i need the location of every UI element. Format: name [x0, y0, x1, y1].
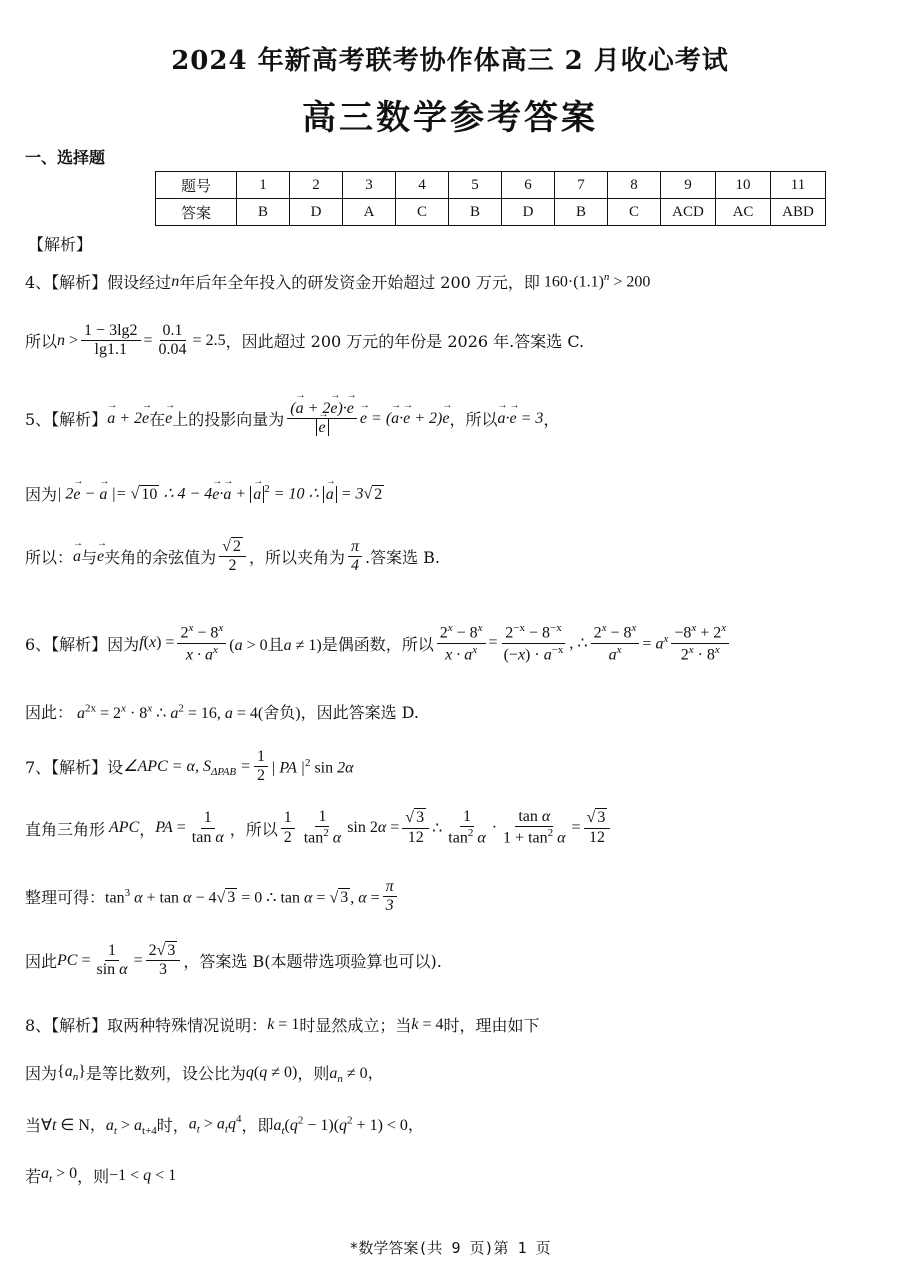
table-cell: 11: [771, 172, 826, 199]
table-header: 答案: [156, 199, 237, 226]
fraction: $\frac{-8^x + 2^x}{2^x \cdot 8^x}$: [671, 622, 729, 664]
text: 与: [81, 548, 98, 568]
text: 因为: [25, 1064, 58, 1084]
fraction: $\frac{√ 3}{12}$: [402, 809, 429, 847]
fraction: $\frac{2√ 3}{3}$: [146, 942, 181, 980]
text: ，则: [77, 1167, 110, 1186]
text: ，因此超过 200 万元的年份是 2026 年.答案选 C.: [225, 332, 585, 352]
fraction: $\frac{\text{tan α}}{1 + \tan^2 \alpha}$: [503, 808, 566, 847]
fraction: $\frac{2^{-x} - 8^{-x}}{(-x) \cdot a^{-x}}$: [503, 622, 564, 664]
q7-line-2: 直角三角形 APC ， PA = $\frac{1}{\text{tan α}}$ ，所以 $\frac{1}{2}$ $\frac{1}{\tan^2 \alpha}$ sin 2α = $\frac{√ 3}{12}$ ∴ $\frac{1}{\tan^2 \alpha}$ · $\frac{\text{tan α}}{1 + \tan^2 \alpha}$ = $\frac{√ 3}{12}$: [25, 808, 613, 848]
text: ，即: [241, 1116, 274, 1136]
fraction: $\frac{0.1}{0.04}$: [158, 322, 187, 359]
text: 4、【解析】假设经过: [25, 273, 172, 292]
table-cell: 4: [396, 172, 449, 199]
text: 上的投影向量为: [172, 410, 285, 430]
text: 所以: [25, 332, 58, 352]
fraction: $\frac{1 - 3\lg 2}{\lg 1.1}$: [81, 322, 140, 360]
text: 5、【解析】: [25, 410, 108, 430]
text: 若: [25, 1167, 42, 1186]
table-header: 题号: [156, 172, 237, 199]
table-cell: D: [502, 199, 555, 226]
q8-line-2: 因为 $\{a_n\}$ 是等比数列，设公比为 q(q ≠ 0) ，则 $a_n \ne 0$，: [25, 1062, 384, 1086]
q7-line-1: 7、【解析】设 ∠APC = α, $S_{\Delta PAB}$ = $\frac{1}{2}$ | PA $|^2$ sin 2α: [25, 748, 354, 785]
text: .答案选 B.: [364, 548, 440, 568]
fraction: (→ a + 2→ e)·→ e → e: [287, 400, 357, 438]
text: ，因此答案选 D.: [300, 703, 419, 722]
analysis-label: 【解析】: [28, 235, 93, 254]
q7-line-3: 整理可得： $\tan^3 \alpha + \tan \alpha - 4√$ 3 = 0 ∴ tan α = √ 3 , α = $\frac{\pi}{3}$: [25, 878, 400, 916]
text: 8、【解析】取两种特殊情况说明：: [25, 1016, 268, 1035]
text: 直角三角形: [25, 819, 106, 839]
table-cell: C: [608, 199, 661, 226]
fraction: $\frac{\pi}{3}$: [383, 878, 397, 916]
text: 因此：: [25, 703, 74, 722]
fraction: $\frac{1}{\tan^2 \alpha}$: [448, 808, 486, 847]
fraction: $\frac{2^x - 8^x}{x \cdot a^x}$: [437, 622, 486, 664]
text: 年后年全年投入的研发资金开始超过 200 万元，即: [179, 273, 540, 292]
formula: $160\cdot(1.1)^n > 200$: [539, 271, 651, 291]
answer-table: [155, 171, 826, 226]
answer-row: [156, 199, 826, 226]
table-cell: 7: [555, 172, 608, 199]
fraction: $\frac{1}{\tan^2 \alpha}$: [303, 808, 342, 847]
fraction: $\frac{\pi}{4}$: [348, 538, 362, 576]
table-cell: D: [290, 199, 343, 226]
table-cell: 8: [608, 172, 661, 199]
table-cell: B: [555, 199, 608, 226]
text: 整理可得：: [25, 888, 106, 908]
text: 时，理由如下: [443, 1016, 540, 1035]
table-cell: A: [343, 199, 396, 226]
table-cell: B: [449, 199, 502, 226]
q8-line-1: 8、【解析】取两种特殊情况说明： k = 1 时显然成立；当 k = 4 时，理由如下: [25, 1013, 540, 1036]
table-cell: 10: [716, 172, 771, 199]
q5-line-1: 5、【解析】 → a + 2→ e 在 → e 上的投影向量为 (→ a + 2→ e)·→ e → e → e = (→ a·→ e + 2)→ e ，所以 → a·→ e = 3 ，: [25, 400, 559, 438]
text: 6、【解析】因为: [25, 634, 140, 654]
text: 所以：: [25, 548, 74, 568]
page-footer: *数学答案(共 9 页)第 1 页: [349, 1239, 551, 1257]
table-cell: 5: [449, 172, 502, 199]
q6-line-1: 6、【解析】因为 f ( x ) = $\frac{2^x - 8^x}{x \cdot a^x}$ (a > 0且a ≠ 1) 是偶函数，所以 $\frac{2^x - 8^x}{x \cdot a^x}$ = $\frac{2^{-x} - 8^{-x}}{(-x) \cdot a^{-x}}$ , ∴ $\frac{2^x - 8^x}{a^x}$ = $a^x$ $\frac{-8^x + 2^x}{2^x \cdot 8^x}$: [25, 622, 732, 664]
q8-line-4: 若 $a_t > 0$ ，则 −1 < q < 1: [25, 1165, 177, 1186]
table-cell: AC: [716, 199, 771, 226]
text: 时，: [156, 1116, 189, 1136]
text: 夹角的余弦值为: [104, 548, 217, 568]
text: 在: [149, 410, 166, 430]
text: ，所以: [449, 410, 498, 430]
q8-line-3: 当 ∀t ∈ N，$a_t > a_{t+4}$ 时， $a_t > a_tq^4$ ，即 $a_t(q^2 - 1)(q^2 + 1) < 0$，: [25, 1113, 424, 1138]
table-cell: 2: [290, 172, 343, 199]
text: 7、【解析】设: [25, 758, 124, 778]
q6-line-2: 因此： $a^{2x} = 2^x \cdot 8^x$ ∴ $a^2 = 16$, a = 4(舍负) ，因此答案选 D.: [25, 700, 419, 723]
text: 时显然成立；当: [299, 1016, 412, 1035]
table-cell: 6: [502, 172, 555, 199]
q5-line-2: 因为 | 2→ e − → a |= √ 10 ∴ 4 − 4→ e·→ a + → a $^2$ = 10 ∴ → a = 3√ 2: [25, 482, 384, 505]
text: 因此: [25, 952, 58, 972]
q4-line-1: 4、【解析】假设经过 n 年后年全年投入的研发资金开始超过 200 万元，即 $160\cdot(1.1)^n > 200$: [25, 271, 651, 292]
text: ，所以夹角为: [248, 548, 345, 568]
fraction: $\frac{2^x - 8^x}{x \cdot a^x}$: [177, 622, 226, 664]
text: ，答案选 B(本题带选项验算也可以).: [183, 952, 442, 972]
fraction: $\frac{1}{\text{tan α}}$: [191, 809, 224, 846]
fraction: $\frac{√ 3}{12}$: [584, 809, 611, 847]
table-cell: 3: [343, 172, 396, 199]
fraction: $\frac{2^x - 8^x}{a^x}$: [591, 622, 640, 664]
q5-line-3: 所以： → a 与 → e 夹角的余弦值为 $\frac{√ 2}{2}$ ，所以夹角为 $\frac{\pi}{4}$ .答案选 B.: [25, 538, 440, 576]
fraction: $\frac{1}{2}$: [281, 809, 295, 847]
q4-line-2: 所以 n > $\frac{1 - 3\lg 2}{\lg 1.1}$ = $\frac{0.1}{0.04}$ = 2.5 ，因此超过 200 万元的年份是 2026 年.答案选 C.: [25, 322, 585, 359]
text: ，所以: [229, 819, 278, 839]
text: ，则: [297, 1064, 330, 1084]
fraction: $\frac{1}{\text{sin α}}$: [96, 942, 128, 979]
text: 当: [25, 1116, 42, 1136]
table-cell: B: [237, 199, 290, 226]
text: 是偶函数，所以: [321, 634, 434, 654]
fraction: $\frac{1}{2}$: [254, 748, 268, 786]
table-cell: ACD: [661, 199, 716, 226]
number-row: [156, 172, 826, 199]
fraction: $\frac{√ 2}{2}$: [219, 538, 246, 576]
answer-title: 高三数学参考答案: [302, 98, 598, 138]
table-cell: C: [396, 199, 449, 226]
table-cell: 1: [237, 172, 290, 199]
table-cell: ABD: [771, 199, 826, 226]
exam-title: 2024 年新高考联考协作体高三 2 月收心考试: [171, 46, 729, 76]
q7-line-4: 因此 PC = $\frac{1}{\text{sin α}}$ = $\frac{2√ 3}{3}$ ，答案选 B(本题带选项验算也可以).: [25, 942, 442, 979]
table-cell: 9: [661, 172, 716, 199]
text: 因为: [25, 485, 58, 504]
section-heading: 一、选择题: [25, 148, 106, 167]
text: 是等比数列，设公比为: [85, 1064, 246, 1084]
